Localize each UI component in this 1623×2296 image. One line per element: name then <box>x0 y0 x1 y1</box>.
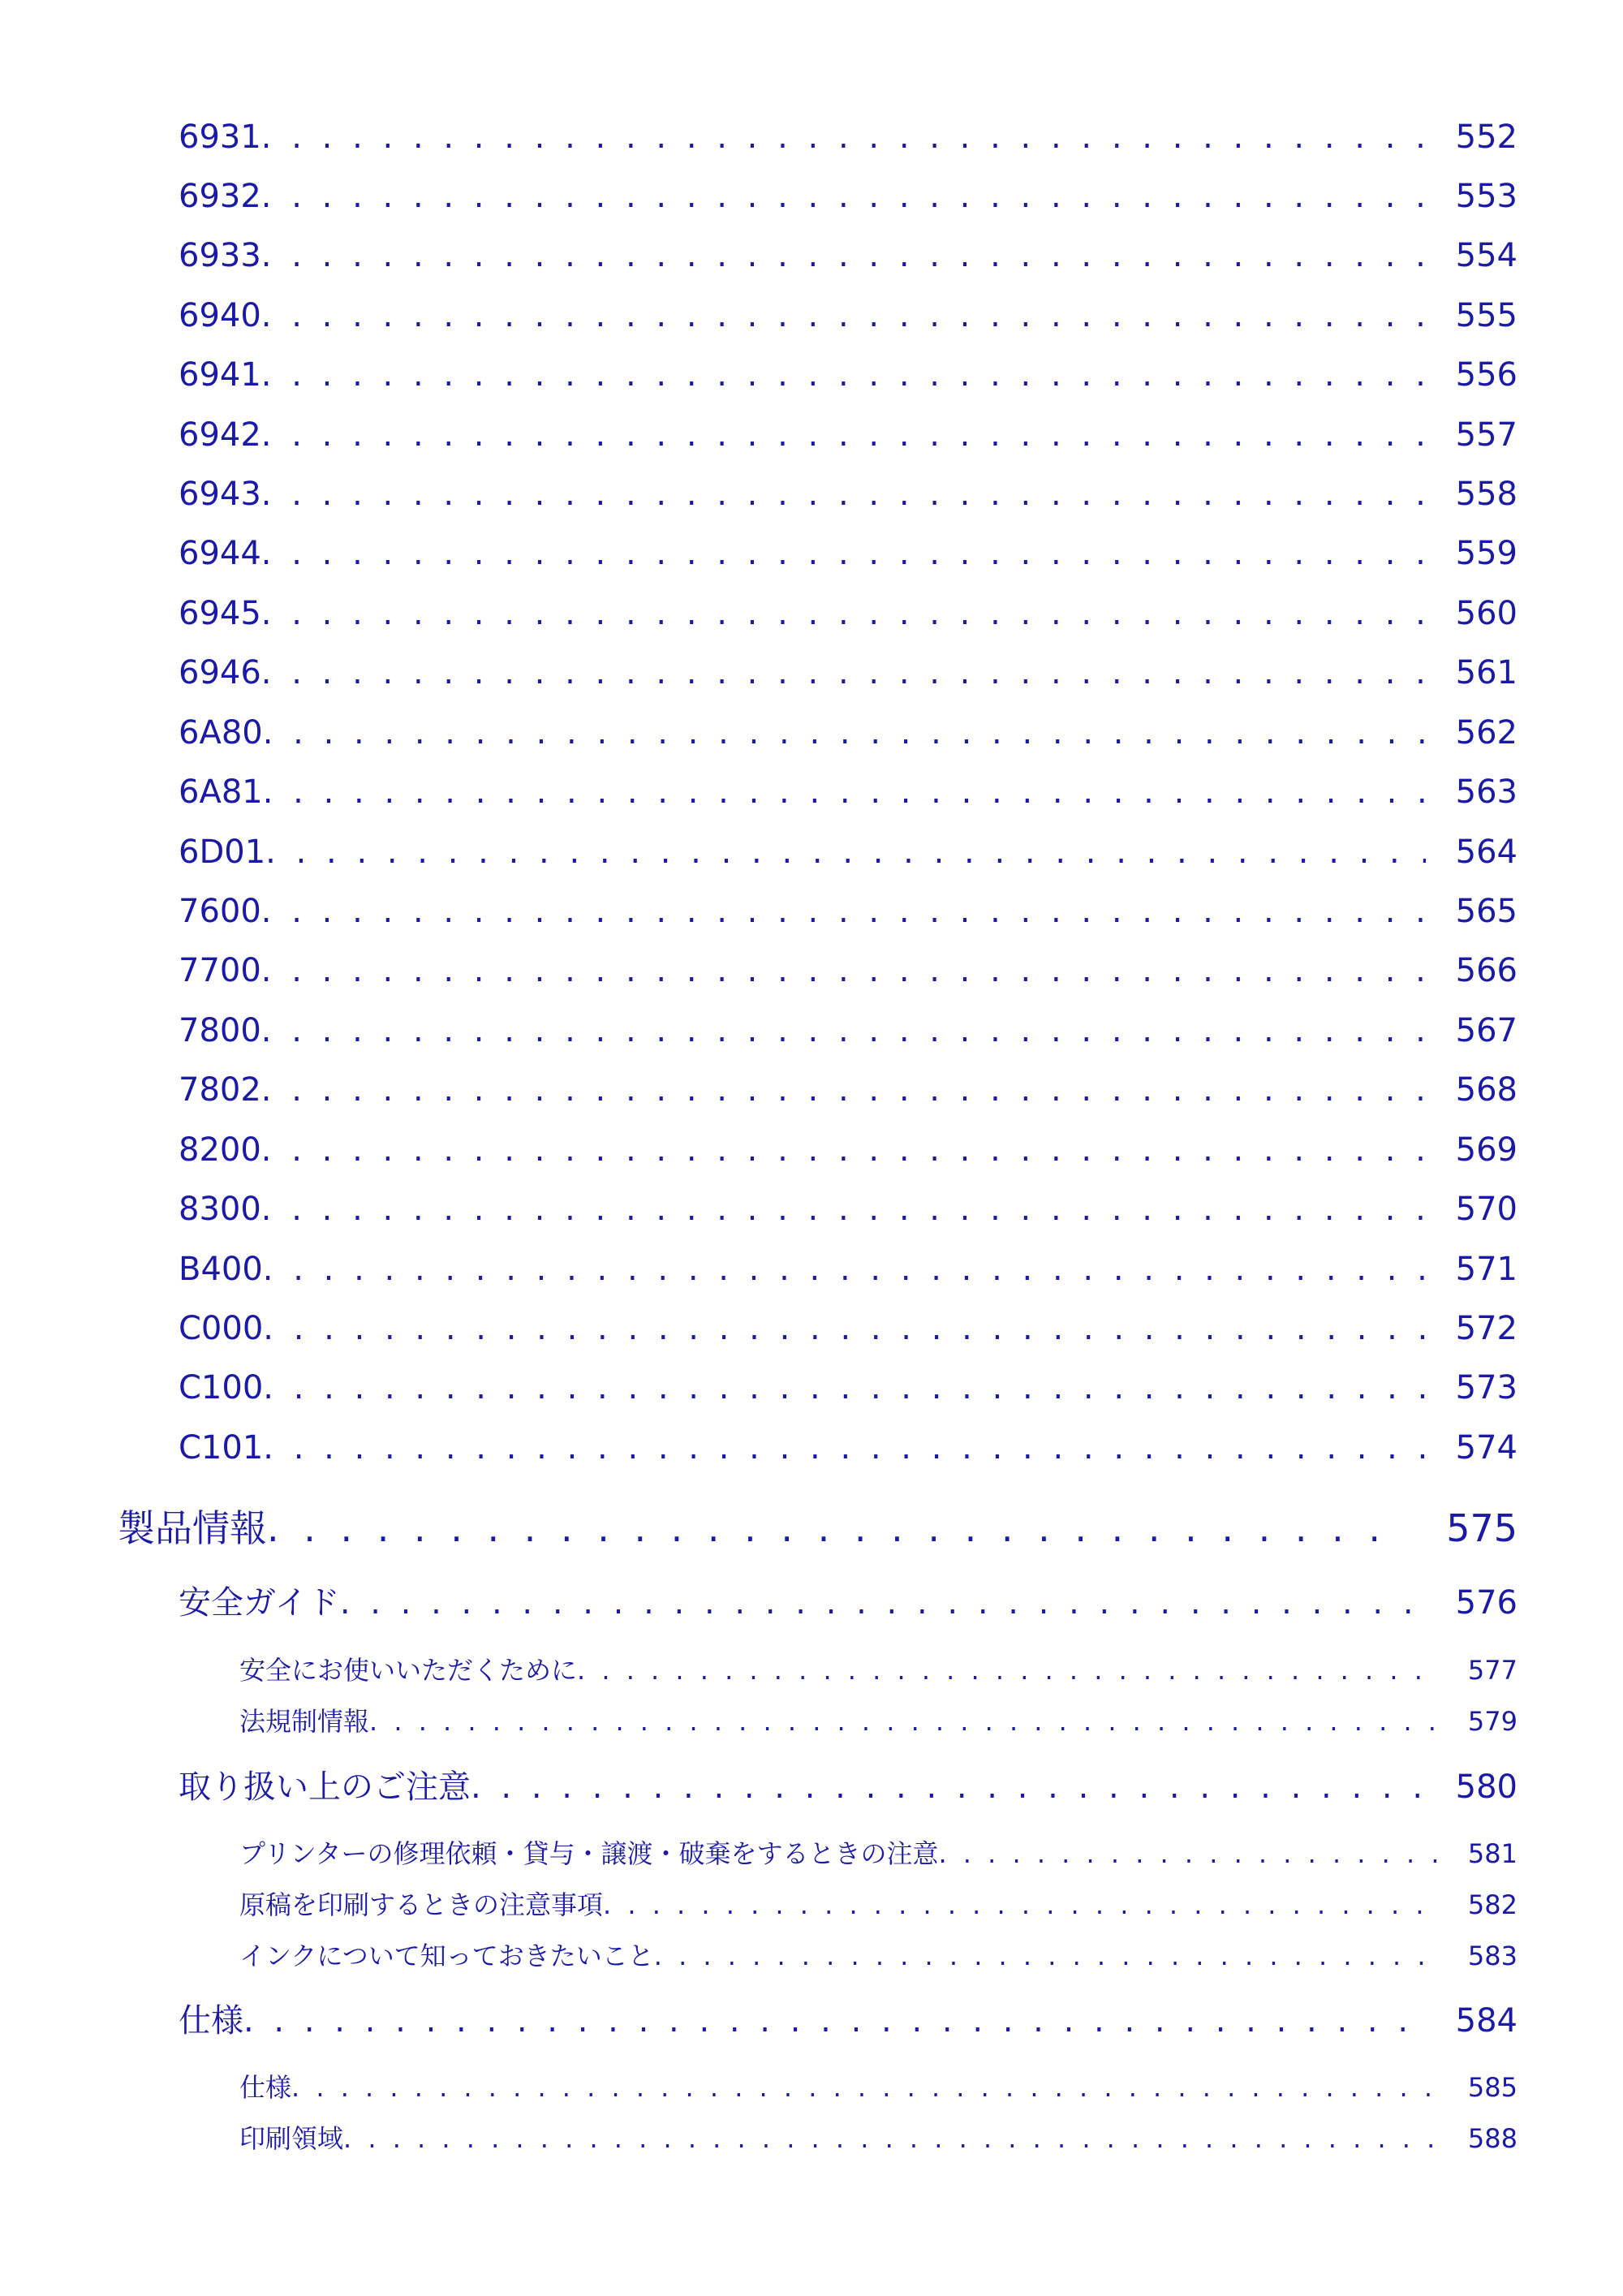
toc-page-number: 582 <box>1467 1889 1518 1920</box>
dot-leader <box>263 1369 1426 1406</box>
dot-leader <box>261 893 1426 930</box>
toc-entry-label: 6944 <box>179 535 261 572</box>
dot-leader <box>261 297 1426 334</box>
toc-subsection-print-area[interactable] <box>239 2118 1518 2157</box>
dot-leader <box>603 1889 1438 1920</box>
toc-page-number: 556 <box>1455 356 1518 394</box>
toc-page-number: 576 <box>1455 1584 1518 1622</box>
toc-subsection-safe-use[interactable] <box>239 1650 1518 1689</box>
toc-page-number: 558 <box>1455 476 1518 513</box>
toc-section-specifications[interactable] <box>179 1995 1518 2044</box>
dot-leader <box>261 535 1426 572</box>
toc-entry-label: 6931 <box>179 118 261 156</box>
toc-page-number: 562 <box>1455 714 1518 752</box>
toc-entry-label: C101 <box>179 1429 264 1467</box>
toc-page-number: 579 <box>1467 1706 1518 1737</box>
toc-page-number: 566 <box>1455 952 1518 989</box>
toc-page-number: 574 <box>1455 1429 1518 1467</box>
dot-leader <box>267 1506 1404 1550</box>
toc-entry-label: 6A81 <box>179 773 263 811</box>
toc-entry-label: 7802 <box>179 1071 261 1109</box>
toc-entry-6931[interactable] <box>179 118 1518 167</box>
toc-entry-label: C000 <box>179 1310 264 1347</box>
toc-subsection-repair-transfer[interactable] <box>239 1833 1518 1872</box>
toc-entry-6d01[interactable] <box>179 834 1518 882</box>
toc-entry-b400[interactable] <box>179 1251 1518 1299</box>
toc-entry-label: 安全ガイド <box>179 1584 340 1622</box>
dot-leader <box>654 1941 1438 1971</box>
dot-leader <box>243 2002 1426 2040</box>
dot-leader <box>369 1706 1438 1737</box>
dot-leader <box>261 356 1426 394</box>
toc-page-number: 564 <box>1455 834 1518 871</box>
toc-entry-c000[interactable] <box>179 1310 1518 1359</box>
toc-entry-6946[interactable] <box>179 654 1518 703</box>
toc-entry-label: 7800 <box>179 1012 261 1049</box>
toc-page-number: 560 <box>1455 595 1518 632</box>
toc-subsection-regulatory-info[interactable] <box>239 1701 1518 1740</box>
toc-page-number: 555 <box>1455 297 1518 334</box>
toc-entry-label: 安全にお使いいただくために <box>239 1655 578 1686</box>
toc-entry-label: 8300 <box>179 1191 261 1228</box>
toc-entry-label: 仕様 <box>239 2072 292 2103</box>
toc-entry-6940[interactable] <box>179 297 1518 346</box>
dot-leader <box>261 595 1426 632</box>
toc-entry-label: 6A80 <box>179 714 263 752</box>
toc-entry-6942[interactable] <box>179 416 1518 465</box>
toc-entry-7800[interactable] <box>179 1012 1518 1061</box>
toc-entry-6a81[interactable] <box>179 773 1518 822</box>
toc-page-number: 580 <box>1455 1768 1518 1806</box>
toc-page-number: 559 <box>1455 535 1518 572</box>
toc-page-number: 569 <box>1455 1131 1518 1169</box>
dot-leader <box>263 1310 1426 1347</box>
toc-section-handling-precautions[interactable] <box>179 1761 1518 1810</box>
toc-entry-label: 7700 <box>179 952 261 989</box>
dot-leader <box>263 1251 1426 1288</box>
dot-leader <box>261 952 1426 989</box>
toc-page-number: 565 <box>1455 893 1518 930</box>
toc-subsection-specifications[interactable] <box>239 2067 1518 2106</box>
toc-entry-7802[interactable] <box>179 1071 1518 1120</box>
dot-leader <box>263 773 1426 811</box>
dot-leader <box>261 654 1426 691</box>
toc-entry-6933[interactable] <box>179 237 1518 286</box>
toc-entry-6932[interactable] <box>179 178 1518 226</box>
dot-leader <box>261 476 1426 513</box>
toc-page-number: 577 <box>1467 1655 1518 1686</box>
dot-leader <box>265 834 1426 871</box>
toc-entry-8200[interactable] <box>179 1131 1518 1180</box>
toc-page-number: 572 <box>1455 1310 1518 1347</box>
toc-page-number: 568 <box>1455 1071 1518 1109</box>
toc-entry-6941[interactable] <box>179 356 1518 405</box>
toc-entry-8300[interactable] <box>179 1191 1518 1239</box>
toc-entry-6944[interactable] <box>179 535 1518 584</box>
toc-entry-label: 8200 <box>179 1131 261 1169</box>
dot-leader <box>261 178 1426 215</box>
dot-leader <box>261 118 1426 156</box>
dot-leader <box>261 1071 1426 1109</box>
dot-leader <box>471 1768 1426 1806</box>
toc-page-number: 571 <box>1455 1251 1518 1288</box>
toc-subsection-printing-notes[interactable] <box>239 1885 1518 1923</box>
toc-entry-label: 6940 <box>179 297 261 334</box>
toc-page-number: 554 <box>1455 237 1518 274</box>
dot-leader <box>261 237 1426 274</box>
toc-page-number: 583 <box>1467 1941 1518 1971</box>
toc-entry-label: 6942 <box>179 416 261 454</box>
dot-leader <box>577 1655 1438 1686</box>
toc-entry-6945[interactable] <box>179 595 1518 644</box>
toc-entry-c101[interactable] <box>179 1429 1518 1478</box>
toc-entry-label: 仕様 <box>179 2002 243 2040</box>
toc-entry-label: 6932 <box>179 178 261 215</box>
toc-page-number: 585 <box>1467 2072 1518 2103</box>
toc-entry-label: プリンターの修理依頼・貸与・譲渡・破棄をするときの注意 <box>239 1838 939 1869</box>
toc-chapter-product-info[interactable] <box>118 1499 1518 1559</box>
toc-section-safety-guide[interactable] <box>179 1577 1518 1626</box>
toc-page-number: 570 <box>1455 1191 1518 1228</box>
toc-entry-label: 6945 <box>179 595 261 632</box>
toc-entry-label: インクについて知っておきたいこと <box>239 1941 654 1971</box>
toc-subsection-ink-tips[interactable] <box>239 1936 1518 1975</box>
dot-leader <box>938 1838 1438 1869</box>
dot-leader <box>261 1191 1426 1228</box>
toc-page-number: 573 <box>1455 1369 1518 1406</box>
toc-chapter-label: 製品情報 <box>118 1506 267 1550</box>
toc-entry-label: 法規制情報 <box>239 1706 370 1737</box>
toc-page-number: 553 <box>1455 178 1518 215</box>
toc-entry-7600[interactable] <box>179 893 1518 941</box>
toc-entry-label: 6933 <box>179 237 261 274</box>
toc-entry-label: B400 <box>179 1251 263 1288</box>
toc-entry-label: 6941 <box>179 356 261 394</box>
toc-page-number: 581 <box>1467 1838 1518 1869</box>
toc-page-number: 561 <box>1455 654 1518 691</box>
toc-entry-label: 6946 <box>179 654 261 691</box>
toc-page-number: 575 <box>1446 1506 1518 1550</box>
toc-entry-c100[interactable] <box>179 1369 1518 1418</box>
dot-leader <box>261 1012 1426 1049</box>
toc-entry-label: 7600 <box>179 893 261 930</box>
dot-leader <box>291 2072 1438 2103</box>
dot-leader <box>261 1131 1426 1169</box>
toc-entry-label: 取り扱い上のご注意 <box>179 1768 471 1806</box>
dot-leader <box>263 714 1426 752</box>
dot-leader <box>261 416 1426 454</box>
toc-page-number: 584 <box>1455 2002 1518 2040</box>
dot-leader <box>263 1429 1426 1467</box>
toc-page-number: 557 <box>1455 416 1518 454</box>
dot-leader <box>340 1584 1426 1622</box>
toc-page-number: 563 <box>1455 773 1518 811</box>
dot-leader <box>343 2123 1438 2154</box>
toc-entry-label: 原稿を印刷するときの注意事項 <box>239 1889 604 1920</box>
toc-entry-6a80[interactable] <box>179 714 1518 763</box>
toc-page-number: 567 <box>1455 1012 1518 1049</box>
toc-entry-6943[interactable] <box>179 476 1518 524</box>
toc-entry-7700[interactable] <box>179 952 1518 1001</box>
toc-entry-label: 6D01 <box>179 834 266 871</box>
toc-entry-label: 印刷領域 <box>239 2123 344 2154</box>
toc-entry-label: 6943 <box>179 476 261 513</box>
toc-entry-label: C100 <box>179 1369 264 1406</box>
toc-page-number: 552 <box>1455 118 1518 156</box>
toc-page-number: 588 <box>1467 2123 1518 2154</box>
